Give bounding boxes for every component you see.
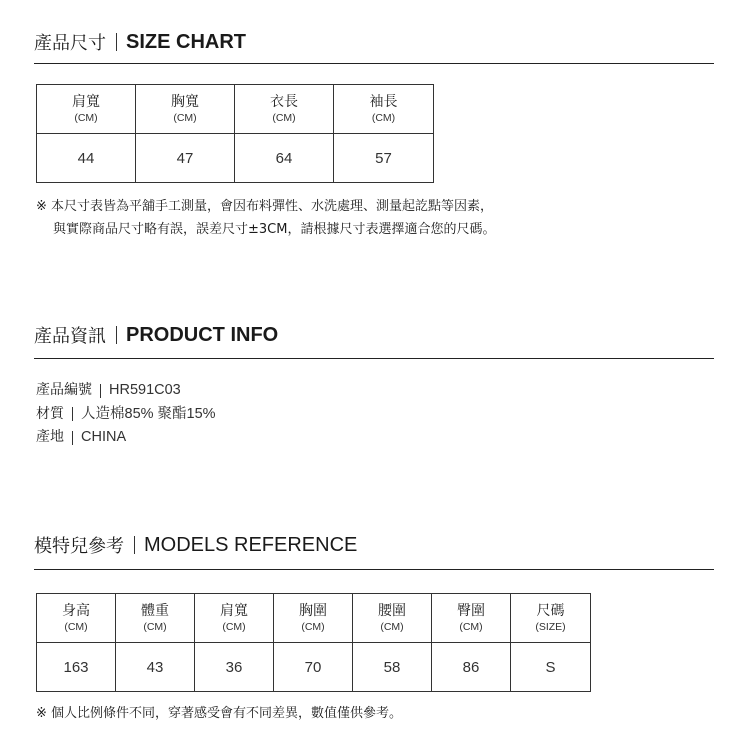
header-label: 袖長	[369, 93, 398, 110]
header-unit: (CM)	[74, 111, 98, 124]
header-unit: (CM)	[143, 620, 167, 633]
models-reference-table	[36, 593, 591, 692]
size-chart-title	[34, 29, 246, 55]
product-info-rule	[34, 358, 714, 359]
size-chart-value-cell: 64	[235, 134, 334, 183]
size-chart-table	[36, 84, 434, 183]
header-label: 肩寬	[72, 93, 100, 110]
product-info-title-en: PRODUCT INFO	[126, 323, 279, 346]
size-chart-header-cell	[37, 85, 136, 134]
header-unit: (CM)	[64, 620, 88, 633]
info-row-origin	[36, 426, 216, 450]
product-info-title-zh: 產品資訊	[34, 326, 106, 347]
title-divider	[134, 536, 135, 554]
info-row-product-code	[36, 379, 216, 403]
header-label: 臀圍	[457, 602, 485, 619]
models-reference-title	[34, 532, 357, 558]
models-value-cell: S	[511, 643, 591, 692]
size-chart-value-row	[37, 134, 434, 183]
models-reference-title-zh: 模特兒參考	[34, 536, 124, 557]
size-chart-rule	[34, 63, 714, 64]
title-divider	[116, 33, 117, 51]
info-label: 產品編號	[36, 382, 92, 398]
size-chart-title-zh: 產品尺寸	[34, 33, 106, 54]
models-reference-rule	[34, 569, 714, 570]
product-info-title	[34, 322, 278, 348]
info-row-material	[36, 403, 216, 427]
header-label: 衣長	[270, 93, 298, 110]
header-unit: (CM)	[380, 620, 404, 633]
header-unit: (CM)	[301, 620, 325, 633]
models-value-cell: 36	[195, 643, 274, 692]
header-unit: (CM)	[222, 620, 246, 633]
info-divider	[72, 431, 73, 445]
info-label: 材質	[36, 405, 64, 422]
info-divider	[72, 407, 73, 421]
models-reference-note: ※ 個人比例條件不同，穿著感受會有不同差異，數值僅供參考。	[36, 706, 403, 721]
models-value-cell: 43	[116, 643, 195, 692]
size-chart-note	[36, 195, 495, 241]
models-header-cell	[37, 594, 116, 643]
size-chart-header-cell	[136, 85, 235, 134]
header-label: 尺碼	[536, 602, 565, 619]
models-header-cell	[274, 594, 353, 643]
size-chart-header-row	[37, 85, 434, 134]
header-label: 肩寬	[220, 602, 248, 619]
header-label: 體重	[141, 602, 169, 619]
info-value: CHINA	[81, 429, 127, 445]
size-chart-note-line2: 與實際商品尺寸略有誤，誤差尺寸±3CM，請根據尺寸表選擇適合您的尺碼。	[53, 222, 496, 237]
size-chart-header-cell	[334, 85, 434, 134]
size-chart-title-en: SIZE CHART	[126, 30, 246, 53]
models-value-cell: 86	[432, 643, 511, 692]
header-unit: (CM)	[371, 111, 396, 124]
product-info-list	[36, 379, 216, 450]
header-label: 胸圍	[299, 602, 327, 619]
header-label: 腰圍	[378, 602, 406, 619]
header-unit: (CM)	[272, 111, 296, 124]
models-header-row	[37, 594, 591, 643]
header-unit: (CM)	[459, 620, 483, 633]
header-label: 身高	[62, 602, 90, 619]
models-value-cell: 58	[353, 643, 432, 692]
size-chart-header-cell	[235, 85, 334, 134]
info-value: 人造棉85% 聚酯15%	[81, 405, 216, 422]
header-unit: (CM)	[173, 111, 197, 124]
info-value: HR591C03	[109, 382, 181, 398]
models-header-cell	[353, 594, 432, 643]
models-value-row	[37, 643, 591, 692]
models-header-cell	[432, 594, 511, 643]
size-chart-value-cell: 47	[136, 134, 235, 183]
info-divider	[100, 384, 101, 398]
models-value-cell: 163	[37, 643, 116, 692]
size-chart-note-line1: ※ 本尺寸表皆為平舖手工測量，會因布料彈性、水洗處理、測量起訖點等因素，	[36, 199, 494, 214]
info-label: 產地	[36, 429, 64, 445]
title-divider	[116, 326, 117, 344]
header-unit: (SIZE)	[535, 620, 566, 633]
models-value-cell: 70	[274, 643, 353, 692]
models-header-cell	[195, 594, 274, 643]
models-header-cell	[116, 594, 195, 643]
size-chart-value-cell: 44	[37, 134, 136, 183]
size-chart-value-cell: 57	[334, 134, 434, 183]
header-label: 胸寬	[171, 93, 199, 110]
models-header-cell	[511, 594, 591, 643]
models-reference-title-en: MODELS REFERENCE	[144, 533, 358, 556]
